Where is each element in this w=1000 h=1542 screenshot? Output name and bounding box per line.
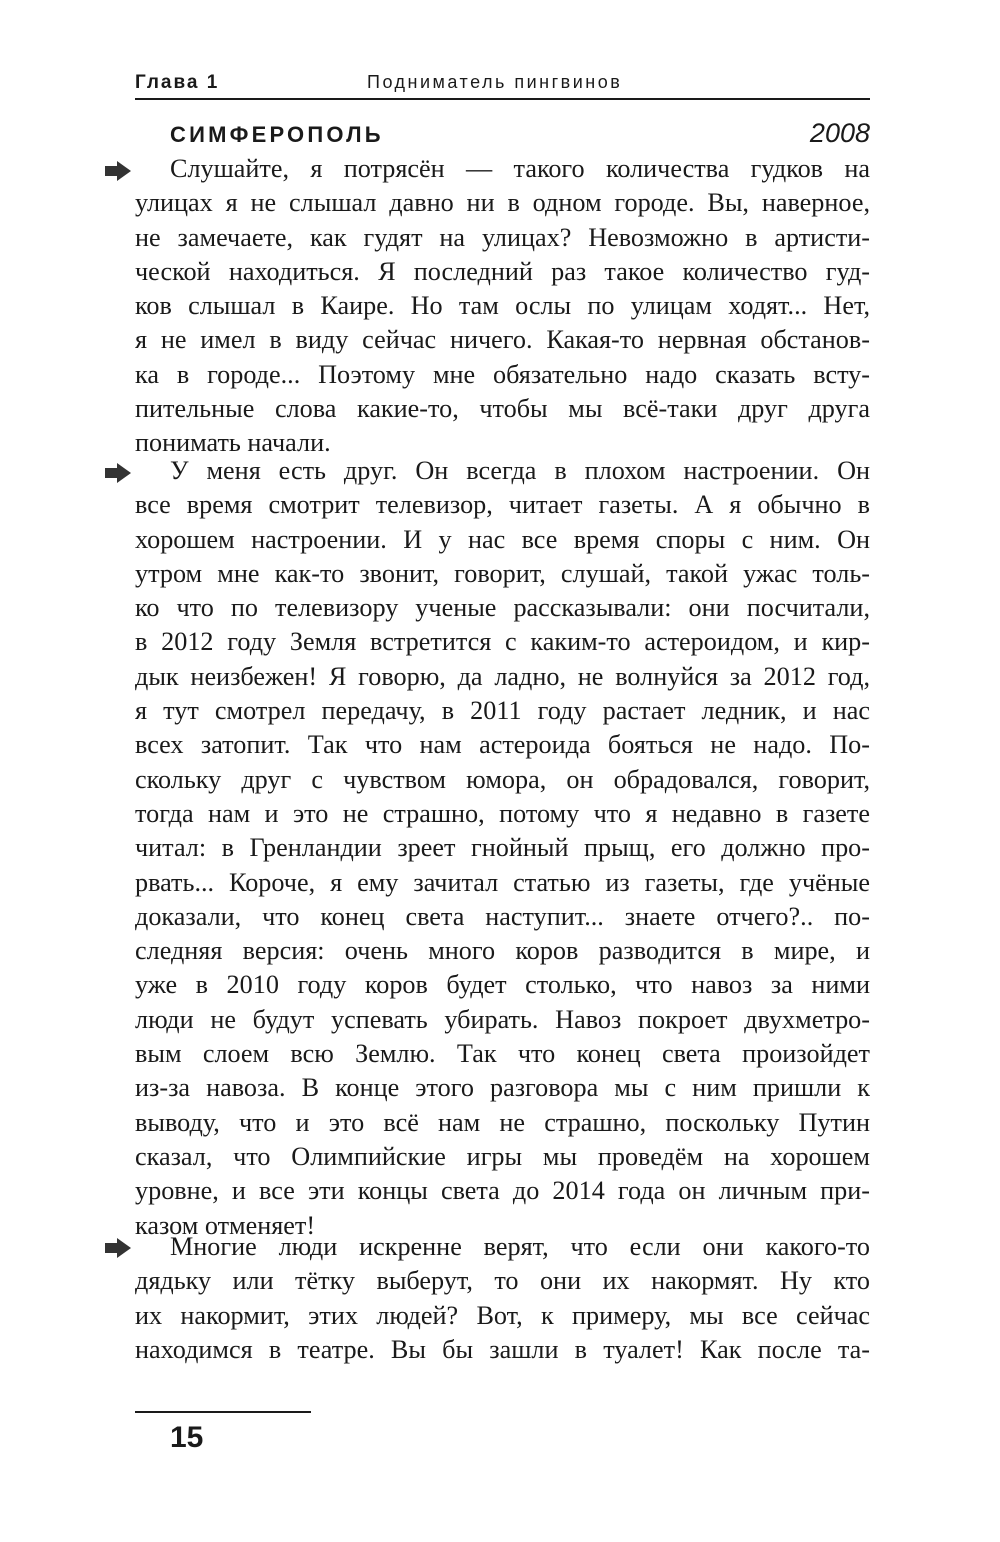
running-header [135,70,870,100]
text-line: ко что по телевизору ученые рассказывали: они посчитали, [135,593,870,623]
text-line: я тут смотрел передачу, в 2011 году растает ледник, и нас [135,696,870,726]
text-line: казом отменяет! [135,1210,316,1240]
chapter-label: Глава 1 [135,72,220,93]
text-line: выводу, что и это всё нам не страшно, поскольку Путин [135,1107,870,1137]
text-line: рвать... Короче, я ему зачитал статью из газеты, где учёные [135,867,870,897]
text-line: тогда нам и это не страшно, потому что я недавно в газете [135,798,870,828]
text-line: скольку друг с чувством юмора, он обрадовался, говорит, [135,764,870,794]
text-line: ка в городе... Поэтому мне обязательно надо сказать всту- [135,359,870,389]
text-line: их накормит, этих людей? Вот, к примеру, мы все сейчас [135,1300,870,1330]
page-number: 15 [170,1421,204,1454]
text-line: вым слоем всю Землю. Так что конец света произойдет [135,1039,870,1069]
arrow-right-icon [104,160,132,182]
text-line: не замечаете, как гудят на улицах? Невозможно в артисти- [135,222,870,252]
text-line: люди не будут успевать убирать. Навоз покроет двухметро- [135,1004,870,1034]
text-line: ческой находиться. Я последний раз такое количество гуд- [135,256,870,286]
text-line: Многие люди искренне верят, что если они какого-то [170,1232,870,1261]
text-line: пительные слова какие-то, чтобы мы всё-таки друг друга [135,394,870,424]
text-line: сказал, что Олимпийские игры мы проведём на хорошем [135,1141,870,1171]
text-line: я не имел в виду сейчас ничего. Какая-то нервная обстанов- [135,325,870,355]
text-line: хорошем настроении. И у нас все время споры с ним. Он [135,524,870,554]
text-line: читал: в Гренландии зреет гнойный прыщ, его должно про- [135,833,870,863]
text-line: утром мне как-то звонит, говорит, слушай, такой ужас толь- [135,558,870,588]
text-line: Слушайте, я потрясён — такого количества гудков на [170,154,870,183]
text-line: доказали, что конец света наступит... знаете отчего?.. по- [135,901,870,931]
text-line: дядьку или тётку выберут, то они их накормят. Ну кто [135,1266,870,1296]
paragraph-1 [135,152,870,461]
text-line: все время смотрит телевизор, читает газеты. А я обычно в [135,490,870,520]
text-line: уровне, и все эти концы света до 2014 года он личным при- [135,1176,870,1206]
section-year: 2008 [809,118,870,148]
text-line: уже в 2010 году коров будет столько, что навоз за ними [135,970,870,1000]
section-heading [170,118,870,154]
text-line: понимать начали. [135,428,331,458]
text-line: находимся в театре. Вы бы зашли в туалет! Как после та- [135,1334,870,1364]
arrow-right-icon [104,1237,132,1259]
paragraph-3 [135,1230,870,1367]
text-line: дык неизбежен! Я говорю, да ладно, не волнуйся за 2012 год, [135,661,870,691]
text-line: ков слышал в Каире. Но там ослы по улицам ходят... Нет, [135,291,870,321]
section-place: СИМФЕРОПОЛЬ [170,122,384,147]
paragraph-2 [135,454,870,1243]
text-line: улицах я не слышал давно ни в одном городе. Вы, наверное, [135,188,870,218]
text-line: в 2012 году Земля встретится с каким-то астероидом, и кир- [135,627,870,657]
text-line: У меня есть друг. Он всегда в плохом настроении. Он [170,456,870,485]
text-line: из-за навоза. В конце этого разговора мы с ним пришли к [135,1073,870,1103]
arrow-right-icon [104,462,132,484]
footer-rule [135,1411,311,1413]
text-line: всех затопит. Так что нам астероида бояться не надо. По- [135,730,870,760]
book-title: Подниматель пингвинов [367,72,623,92]
text-line: следняя версия: очень много коров разводится в мире, и [135,936,870,966]
